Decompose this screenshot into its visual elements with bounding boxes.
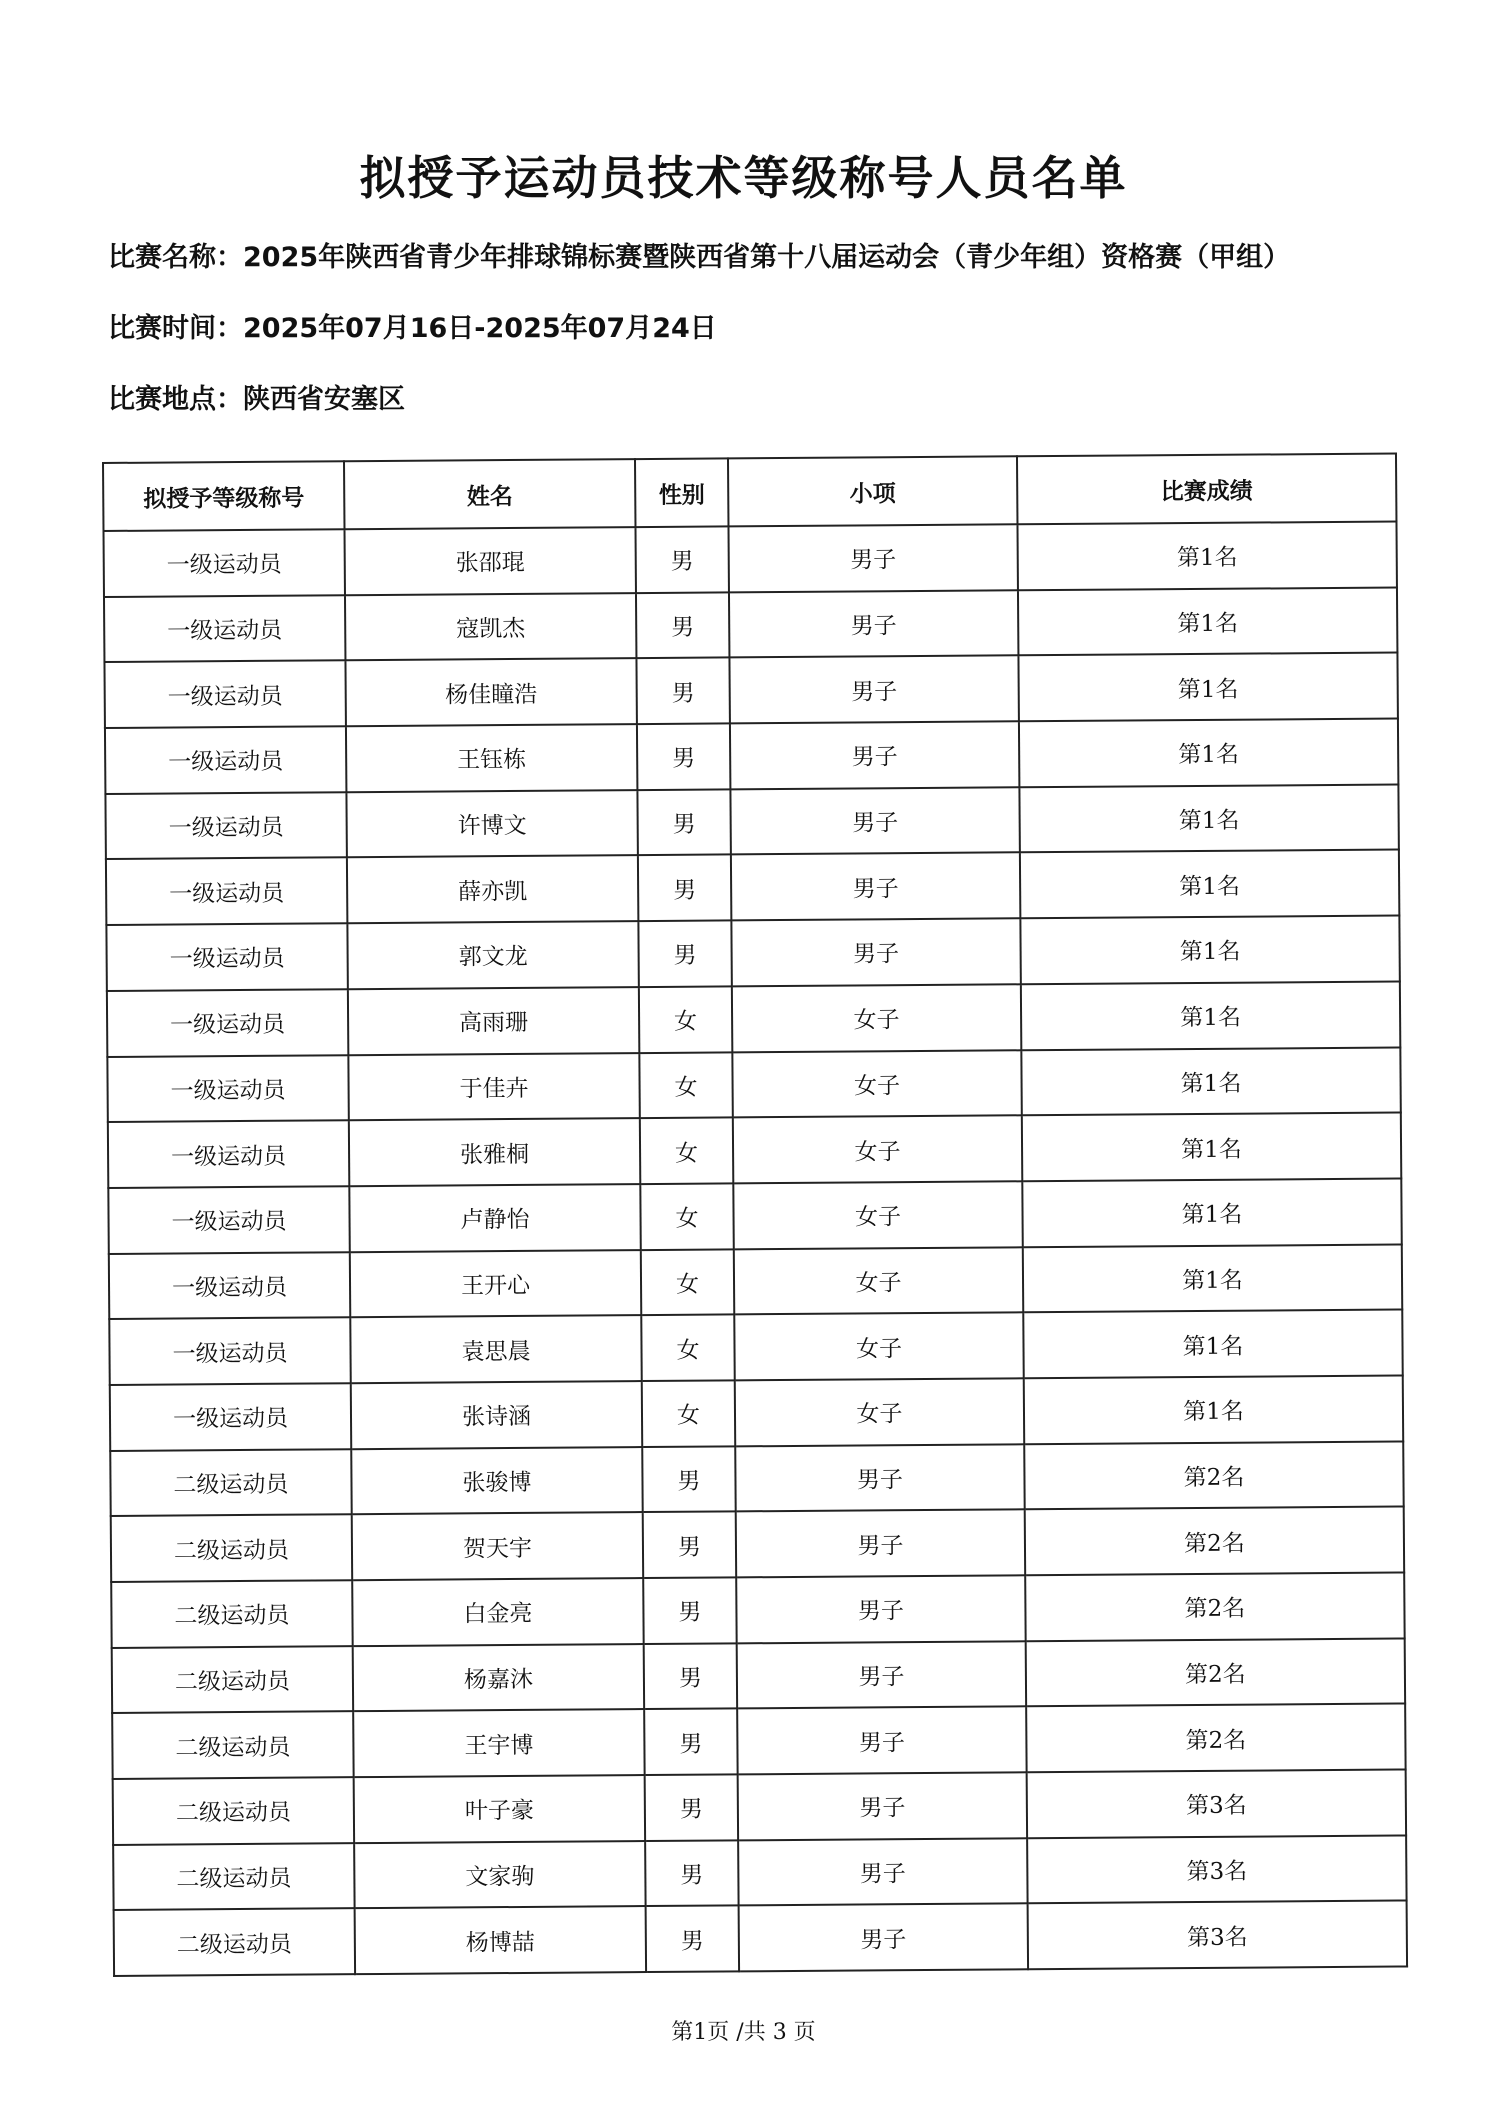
table-row xyxy=(113,1835,1406,1910)
cell-result: 第1名 xyxy=(1019,784,1398,852)
cell-event: 女子 xyxy=(734,1313,1023,1381)
cell-event: 女子 xyxy=(732,984,1021,1052)
cell-gender: 男 xyxy=(645,1774,738,1840)
table-row xyxy=(110,1375,1403,1450)
cell-gender: 男 xyxy=(637,789,730,855)
cell-grade: 二级运动员 xyxy=(112,1646,353,1713)
cell-gender: 女 xyxy=(640,1118,733,1184)
cell-event: 女子 xyxy=(734,1247,1023,1315)
cell-event: 男子 xyxy=(736,1575,1025,1643)
cell-name: 白金亮 xyxy=(352,1578,643,1646)
table-row xyxy=(114,1901,1407,1976)
cell-gender: 男 xyxy=(638,855,731,921)
cell-event: 男子 xyxy=(737,1707,1026,1775)
table-row xyxy=(112,1704,1405,1779)
roster-table xyxy=(102,453,1408,1978)
cell-result: 第1名 xyxy=(1023,1244,1402,1312)
cell-result: 第2名 xyxy=(1025,1572,1404,1640)
cell-result: 第1名 xyxy=(1021,981,1400,1049)
cell-grade: 一级运动员 xyxy=(104,529,345,596)
cell-grade: 一级运动员 xyxy=(105,726,346,793)
cell-name: 许博文 xyxy=(346,790,637,858)
competition-place-value: 陕西省安塞区 xyxy=(243,384,405,415)
table-row xyxy=(108,1178,1401,1253)
cell-result: 第1名 xyxy=(1018,587,1397,655)
cell-name: 张邵琨 xyxy=(344,527,635,595)
cell-result: 第1名 xyxy=(1020,916,1399,984)
cell-gender: 男 xyxy=(643,1512,736,1578)
table-row xyxy=(111,1572,1404,1647)
column-header-gender: 性别 xyxy=(635,458,728,527)
column-header-grade: 拟授予等级称号 xyxy=(103,461,344,531)
cell-result: 第1名 xyxy=(1017,522,1396,590)
cell-gender: 男 xyxy=(643,1577,736,1643)
roster-table-wrapper xyxy=(102,453,1406,1978)
cell-gender: 女 xyxy=(642,1380,735,1446)
cell-event: 男子 xyxy=(729,590,1018,658)
cell-event: 男子 xyxy=(739,1904,1028,1972)
cell-grade: 二级运动员 xyxy=(113,1843,354,1910)
cell-result: 第2名 xyxy=(1024,1441,1403,1509)
cell-name: 王钰栋 xyxy=(346,724,637,792)
cell-event: 男子 xyxy=(730,721,1019,789)
table-body xyxy=(104,522,1408,1977)
cell-name: 卢静怡 xyxy=(349,1184,640,1252)
cell-result: 第1名 xyxy=(1023,1310,1402,1378)
cell-gender: 男 xyxy=(635,526,728,592)
cell-grade: 二级运动员 xyxy=(111,1580,352,1647)
cell-gender: 男 xyxy=(636,658,729,724)
table-row xyxy=(109,1310,1402,1385)
competition-time-value: 2025年07月16日-2025年07月24日 xyxy=(243,313,717,344)
competition-time-label: 比赛时间： xyxy=(108,313,243,344)
cell-gender: 男 xyxy=(642,1446,735,1512)
cell-event: 男子 xyxy=(736,1510,1025,1578)
cell-gender: 男 xyxy=(645,1840,738,1906)
cell-result: 第1名 xyxy=(1018,653,1397,721)
column-header-result: 比赛成绩 xyxy=(1017,454,1396,525)
column-header-event: 小项 xyxy=(728,456,1017,526)
table-header-row xyxy=(103,454,1396,531)
cell-result: 第1名 xyxy=(1020,850,1399,918)
cell-result: 第1名 xyxy=(1019,719,1398,787)
cell-event: 男子 xyxy=(731,853,1020,921)
cell-grade: 一级运动员 xyxy=(105,792,346,859)
cell-gender: 男 xyxy=(638,921,731,987)
cell-result: 第2名 xyxy=(1025,1507,1404,1575)
cell-name: 杨佳瞳浩 xyxy=(345,658,636,726)
cell-name: 寇凯杰 xyxy=(345,593,636,661)
cell-event: 男子 xyxy=(735,1444,1024,1512)
cell-gender: 男 xyxy=(644,1643,737,1709)
cell-result: 第3名 xyxy=(1027,1770,1406,1838)
cell-grade: 二级运动员 xyxy=(111,1515,352,1582)
cell-grade: 一级运动员 xyxy=(106,858,347,925)
cell-event: 男子 xyxy=(731,918,1020,986)
cell-event: 男子 xyxy=(738,1838,1027,1906)
cell-grade: 二级运动员 xyxy=(110,1449,351,1516)
table-row xyxy=(104,653,1397,728)
cell-name: 贺天宇 xyxy=(352,1512,643,1580)
competition-place-label: 比赛地点： xyxy=(108,384,243,415)
cell-result: 第2名 xyxy=(1026,1704,1405,1772)
cell-event: 女子 xyxy=(733,1115,1022,1183)
page-title: 拟授予运动员技术等级称号人员名单 xyxy=(359,151,1128,205)
cell-gender: 男 xyxy=(637,723,730,789)
cell-result: 第3名 xyxy=(1027,1835,1406,1903)
cell-gender: 男 xyxy=(636,592,729,658)
cell-name: 叶子豪 xyxy=(354,1775,645,1843)
table-row xyxy=(105,719,1398,794)
cell-name: 于佳卉 xyxy=(348,1053,639,1121)
cell-gender: 女 xyxy=(641,1249,734,1315)
cell-gender: 女 xyxy=(639,986,732,1052)
table-row xyxy=(108,1113,1401,1188)
cell-gender: 女 xyxy=(639,1052,732,1118)
cell-name: 高雨珊 xyxy=(348,987,639,1055)
competition-name-label: 比赛名称： xyxy=(108,242,243,273)
cell-name: 文家驹 xyxy=(354,1841,645,1909)
table-row xyxy=(104,587,1397,662)
cell-event: 男子 xyxy=(728,524,1017,592)
table-row xyxy=(104,522,1397,597)
table-row xyxy=(112,1638,1405,1713)
cell-event: 男子 xyxy=(738,1772,1027,1840)
cell-result: 第1名 xyxy=(1022,1178,1401,1246)
cell-grade: 二级运动员 xyxy=(112,1712,353,1779)
cell-event: 男子 xyxy=(730,787,1019,855)
competition-name-line xyxy=(108,240,1290,276)
cell-grade: 一级运动员 xyxy=(107,1055,348,1122)
cell-grade: 二级运动员 xyxy=(114,1909,355,1976)
competition-place-line xyxy=(108,382,405,418)
cell-event: 女子 xyxy=(735,1378,1024,1446)
cell-grade: 一级运动员 xyxy=(104,661,345,728)
cell-name: 王开心 xyxy=(350,1250,641,1318)
cell-gender: 男 xyxy=(646,1906,739,1972)
table-row xyxy=(107,981,1400,1056)
cell-name: 郭文龙 xyxy=(347,921,638,989)
cell-name: 王宇博 xyxy=(353,1709,644,1777)
cell-result: 第3名 xyxy=(1028,1901,1407,1969)
cell-event: 男子 xyxy=(729,656,1018,724)
cell-event: 女子 xyxy=(733,1181,1022,1249)
table-row xyxy=(106,850,1399,925)
cell-grade: 一级运动员 xyxy=(109,1252,350,1319)
cell-result: 第1名 xyxy=(1024,1375,1403,1443)
cell-grade: 一级运动员 xyxy=(108,1120,349,1187)
cell-result: 第2名 xyxy=(1026,1638,1405,1706)
cell-gender: 女 xyxy=(640,1183,733,1249)
cell-name: 袁思晨 xyxy=(350,1315,641,1383)
cell-grade: 一级运动员 xyxy=(104,595,345,662)
page-number: 第1页 /共 3 页 xyxy=(671,2020,816,2045)
table-row xyxy=(110,1441,1403,1516)
table-row xyxy=(113,1770,1406,1845)
cell-gender: 男 xyxy=(644,1709,737,1775)
cell-event: 男子 xyxy=(737,1641,1026,1709)
cell-name: 杨嘉沐 xyxy=(353,1644,644,1712)
competition-name-value: 2025年陕西省青少年排球锦标赛暨陕西省第十八届运动会（青少年组）资格赛（甲组） xyxy=(243,242,1291,273)
cell-name: 张骏博 xyxy=(351,1447,642,1515)
cell-grade: 一级运动员 xyxy=(108,1186,349,1253)
cell-grade: 二级运动员 xyxy=(113,1777,354,1844)
cell-grade: 一级运动员 xyxy=(106,923,347,990)
cell-grade: 一级运动员 xyxy=(109,1317,350,1384)
cell-gender: 女 xyxy=(641,1315,734,1381)
cell-name: 张雅桐 xyxy=(349,1118,640,1186)
table-row xyxy=(107,1047,1400,1122)
cell-result: 第1名 xyxy=(1021,1047,1400,1115)
cell-name: 薛亦凯 xyxy=(347,856,638,924)
cell-event: 女子 xyxy=(732,1050,1021,1118)
cell-name: 杨博喆 xyxy=(355,1906,646,1974)
table-row xyxy=(105,784,1398,859)
cell-result: 第1名 xyxy=(1022,1113,1401,1181)
cell-grade: 一级运动员 xyxy=(107,989,348,1056)
table-row xyxy=(109,1244,1402,1319)
table-row xyxy=(111,1507,1404,1582)
column-header-name: 姓名 xyxy=(344,459,635,529)
competition-time-line xyxy=(108,311,717,347)
table-row xyxy=(106,916,1399,991)
cell-grade: 一级运动员 xyxy=(110,1383,351,1450)
cell-name: 张诗涵 xyxy=(351,1381,642,1449)
